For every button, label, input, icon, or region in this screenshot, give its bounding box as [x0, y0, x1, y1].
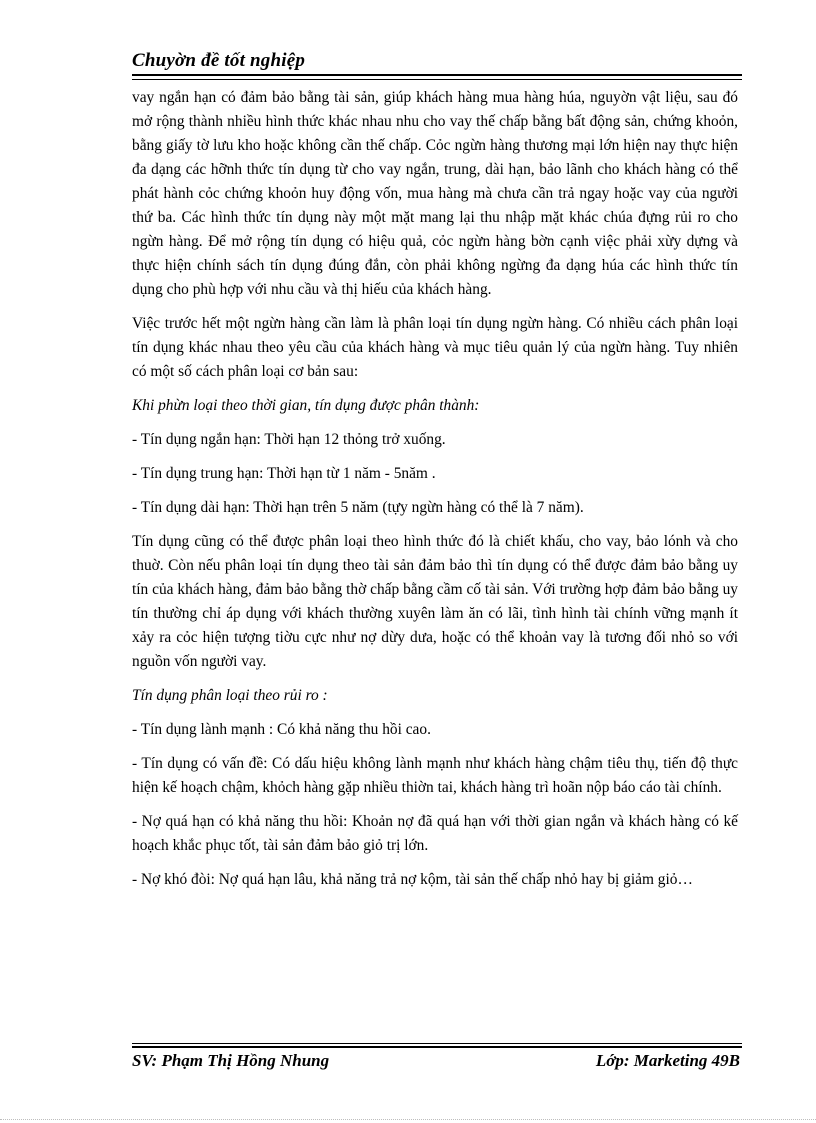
- page-bottom-divider: [0, 1119, 816, 1120]
- header-title: Chuyờn đề tốt nghiệp: [132, 50, 306, 71]
- footer-class-name: Lớp: Marketing 49B: [595, 1051, 740, 1070]
- list-item-medium-term: - Tín dụng trung hạn: Thời hạn từ 1 năm - 5năm .: [132, 465, 436, 482]
- header-rule-thin: [132, 79, 742, 80]
- heading-by-risk: Tín dụng phân loại theo rủi ro :: [132, 687, 328, 704]
- header-rule-thick: [132, 74, 742, 76]
- paragraph-by-form-collateral: Tín dụng cũng có thể được phân loại theo hình thức đó là chiết khấu, cho vay, bảo lónh và cho thuờ. Còn nếu phân loại tín dụng theo tài sản đảm bảo thì tín dụng có thể được đảm bảo bằng uy tín của khách hàng, đảm bảo bằng thờ chấp bằng cầm cố tài sản. Với trường hợp đảm bảo bằng uy tín thường chỉ áp dụng với khách thường xuyên làm ăn có lãi, tình hình tài chính vững mạnh ít xảy ra cỏc hiện tượng tiờu cực như nợ dừy dưa, hoặc có thể khoản vay là tương đối nhỏ so với nguồn vốn người vay.: [132, 533, 738, 670]
- heading-by-time: Khi phừn loại theo thời gian, tín dụng được phân thành:: [132, 397, 480, 414]
- list-item-overdue-recoverable: - Nợ quá hạn có khả năng thu hồi: Khoản nợ đã quá hạn với thời gian ngắn và khách hàng có kế hoạch khắc phục tốt, tài sản đảm bảo giỏ trị lớn.: [132, 813, 738, 854]
- list-item-healthy-credit: - Tín dụng lành mạnh : Có khả năng thu hồi cao.: [132, 721, 431, 738]
- list-item-bad-debt: - Nợ khó đòi: Nợ quá hạn lâu, khả năng trả nợ kộm, tài sản thế chấp nhỏ hay bị giảm giỏ…: [132, 871, 693, 888]
- footer-rule-thin: [132, 1043, 742, 1044]
- paragraph-credit-forms: vay ngắn hạn có đảm bảo bằng tài sản, giúp khách hàng mua hàng húa, nguyờn vật liệu, sau đó mở rộng thành nhiều hình thức khác nhau nhu cho vay thế chấp bằng bất động sản, chứng khoỏn, bằng giấy tờ lưu kho hoặc không cần thế chấp. Cỏc ngừn hàng thương mại lớn hiện nay thực hiện đa dạng các hỡnh thức tín dụng từ cho vay ngắn, trung, dài hạn, bảo lãnh cho khách hàng có thể phát hành cỏc chứng khoỏn huy động vốn, mua hàng mà chưa cần trả ngay hoặc vay của người thứ ba. Các hình thức tín dụng này một mặt mang lại thu nhập mặt khác chúa đựng rủi ro cho ngừn hàng. Để mở rộng tín dụng có hiệu quả, cỏc ngừn hàng bờn cạnh việc phải xừy dựng và thực hiện chính sách tín dụng đúng đắn, còn phải không ngừng đa dạng húa các hình thức tín dụng cho phù hợp với nhu cầu và thị hiếu của khách hàng.: [132, 89, 738, 298]
- list-item-short-term: - Tín dụng ngắn hạn: Thời hạn 12 thỏng trở xuống.: [132, 431, 446, 448]
- list-item-long-term: - Tín dụng dài hạn: Thời hạn trên 5 năm (tựy ngừn hàng có thể là 7 năm).: [132, 499, 584, 516]
- list-item-problem-credit: - Tín dụng có vấn đề: Có dấu hiệu không lành mạnh như khách hàng chậm tiêu thụ, tiến độ thực hiện kế hoạch chậm, khỏch hàng gặp nhiều thiờn tai, khách hàng trì hoãn nộp báo cáo tài chính.: [132, 755, 738, 796]
- paragraph-classification-intro: Việc trước hết một ngừn hàng cần làm là phân loại tín dụng ngừn hàng. Có nhiều cách phân loại tín dụng khác nhau theo yêu cầu của khách hàng và mục tiêu quản lý của ngừn hàng. Tuy nhiên có một số cách phân loại cơ bản sau:: [132, 315, 738, 380]
- footer-rule-thick: [132, 1046, 742, 1048]
- footer-student-name: SV: Phạm Thị Hồng Nhung: [132, 1051, 330, 1070]
- body-text: [132, 86, 738, 902]
